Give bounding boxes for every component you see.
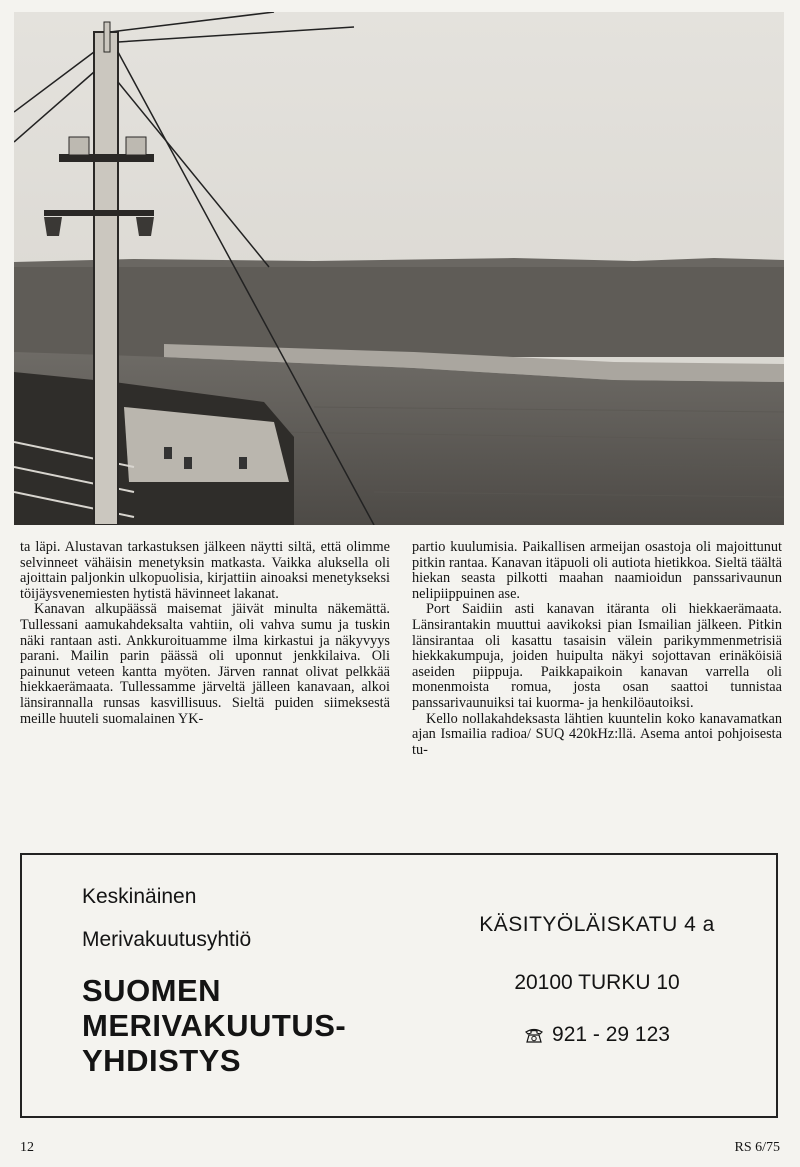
ad-company-name-line: MERIVAKUUTUS- — [82, 1008, 347, 1043]
article-paragraph: ta läpi. Alustavan tarkastuksen jälkeen näytti siltä, että olimme selvinneet vähäisin menetyksin matkasta. Vaikka aluksella oli ajoittain paljonkin ulkopuolisia, kirjattiin ainoaksi menetykseksi töijäysvenemiesten hytistä hävinneet lakanat. — [20, 539, 390, 602]
ad-contact — [437, 913, 757, 1047]
article-paragraph: Kello nollakahdeksasta lähtien kuuntelin koko kanavamatkan ajan Ismailia radioa/ SUQ 420kHz:llä. Asema antoi pohjoisesta tu- — [412, 710, 782, 758]
ad-phone-number: 921 - 29 123 — [552, 1023, 670, 1046]
ad-phone — [437, 1023, 757, 1047]
article-paragraph: Kanavan alkupäässä maisemat jäivät minulta näkemättä. Tullessani aamukahdeksalta vahtiin, oli vahva sumu ja tuskin näki rantaan asti. Ankkuroituamme ilma kirkastui ja näkyvyys parani. Mailin parin päässä oli uponnut jenkkilaiva. Oli painunut veteen kantta myöten. Järven rannat olivat pelkkää hiekkaerämaata. Tullessamme järveltä jälleen kanavaan, alkoi länsirannalla runsas kasvillisuus. Sieltä puiden siimeksestä meille huuteli suomalainen YK- — [20, 601, 390, 727]
advertisement-box — [20, 853, 778, 1118]
telephone-icon — [524, 1027, 544, 1043]
ad-company-line2: Merivakuutusyhtiö — [82, 928, 252, 951]
issue-label: RS 6/75 — [734, 1140, 780, 1155]
ad-company-name — [82, 973, 422, 1078]
page-number: 12 — [20, 1140, 34, 1155]
ad-street-address: KÄSITYÖLÄISKATU 4 a — [479, 913, 715, 936]
ad-company-name-line: YHDISTYS — [82, 1043, 242, 1078]
ad-city: 20100 TURKU 10 — [514, 971, 680, 994]
ad-company-line1: Keskinäinen — [82, 885, 197, 908]
ship-photo — [14, 12, 784, 525]
article-column-left — [20, 540, 390, 727]
ad-company-name-line: SUOMEN — [82, 973, 222, 1008]
article-paragraph: Port Saidiin asti kanavan itäranta oli hiekkaerämaata. Länsirantakin muuttui aavikoksi pian Ismailian jälkeen. Pitkin länsirantaa oli kasattu tasaisin välein parikymmenmetrisiä hiekkakumpuja, joiden huipulta näkyi sojottavan erinäköisiä aseiden piippuja. Paikkapaikoin kanavan varrella oli monenmoista romua, josta osan saattoi tunnistaa panssarivaunuiksi tai kuorma- ja henkilöautoiksi. — [412, 601, 782, 711]
article-paragraph: partio kuulumisia. Paikallisen armeijan osastoja oli majoittunut pitkin rantaa. Kanavan itäpuoli oli autiota hietikkoa. Sieltä täältä hiekan seasta pilkotti maahan naamioidun panssarivaunun nelipiippuinen ase. — [412, 539, 782, 602]
article-column-right — [412, 540, 782, 758]
